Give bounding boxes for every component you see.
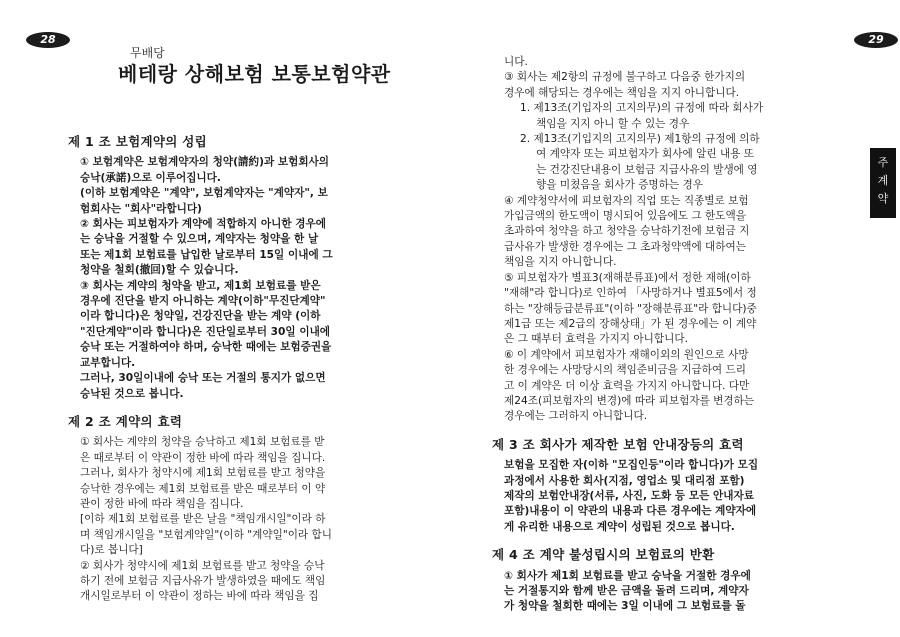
text-line: 승낙된 것으로 봅니다. [80,387,184,400]
text-line: 은 때로부터 이 약관이 정한 바에 따라 책임을 집니다. [80,451,326,464]
text-line: ④ 계약청약서에 피보험자의 직업 또는 직종별로 보험 [504,194,749,207]
text-line: 경우에는 그러하지 아니합니다. [504,410,648,423]
text-line: 승낙(承諾)으로 이루어집니다. [80,171,221,184]
section-tab-char: 계 [877,174,889,187]
text-line: 는 건강진단내용이 보험금 지급사유의 발생에 영 [536,163,758,176]
text-line: ⑤ 피보험자가 별표3(재해분류표)에서 정한 재해(이하 [504,271,751,284]
article-4-body [492,569,858,615]
text-line: 은 그 때부터 효력을 가지지 아니합니다. [504,333,688,346]
article-2-body [68,435,444,604]
text-line: "재해"라 합니다)로 인하여 「사망하거나 별표5에서 정 [504,287,757,300]
text-line: 향을 미쳤음을 회사가 증명하는 경우 [536,179,703,192]
article-3-body [492,458,858,535]
title-prefix: 무배당 [130,46,165,60]
text-line: 개시일로부터 이 약관이 정하는 바에 따라 책임을 집 [80,590,319,603]
section-tab-char: 약 [877,192,889,205]
right-page [462,0,900,637]
text-line: 또는 제1회 보험료를 납입한 날로부터 15일 이내에 그 [80,248,333,261]
page-number-left: 28 [26,32,70,48]
text-line: ① 회사가 제1회 보험료를 받고 승낙을 거절한 경우에 [504,569,751,582]
document-title: 베테랑 상해보험 보통보험약관 [118,62,391,86]
text-line: ① 보험계약은 보험계약자의 청약(請約)과 보험회사의 [80,156,330,169]
text-line: 니다. [504,56,528,68]
text-line: 가 청약을 철회한 때에는 3일 이내에 그 보험료를 돌 [504,600,746,613]
text-line: 제24조(피보험자의 변경)에 따라 피보험자를 변경하는 [504,394,755,407]
text-line: 교부합니다. [80,356,136,369]
text-line: 그러나, 30일이내에 승낙 또는 거절의 통지가 없으면 [80,372,326,385]
text-line: 험회사는 "회사"라합니다) [80,202,202,215]
article-2-heading: 제 2 조 계약의 효력 [68,413,183,429]
text-line: 고 이 계약은 더 이상 효력을 가지지 아니합니다. 다만 [504,379,750,392]
text-line: 한 경우에는 사망당시의 책임준비금을 지급하여 드리 [504,364,746,377]
article-1-heading: 제 1 조 보험계약의 성립 [68,134,207,149]
text-line: 하는 "장해등급분류표"(이하 "장해분류표"라 합니다)중 [504,302,757,315]
text-line: 보험을 모집한 자(이하 "모집인등"이라 합니다)가 모집 [504,459,759,472]
text-line: 제작의 보험안내장(서류, 사진, 도화 등 모든 안내자료 [504,489,754,502]
text-line: 승낙 또는 거절하여야 하며, 승낙한 때에는 보험증권을 [80,341,332,354]
text-line: 는 거절통지와 함께 받은 금액을 돌려 드리며, 계약자 [504,585,749,597]
article-1-body [68,155,444,402]
text-line: "진단계약"이라 합니다)은 진단일로부터 30일 이내에 [80,325,331,338]
text-line: 과정에서 사용한 회사(지점, 영업소 및 대리점 포함) [504,474,745,487]
text-line: 가입금액의 한도액이 명시되어 있음에도 그 한도액을 [504,210,746,223]
section-tab [870,148,896,218]
page-number-right: 29 [854,32,898,48]
text-line: 하기 전에 보험금 지급사유가 발생하였을 때에도 책임 [80,574,326,587]
text-line: 포함)내용이 이 약관의 내용과 다른 경우에는 계약자에 [504,505,757,518]
text-line: 그러나, 회사가 청약시에 제1회 보험료를 받고 청약을 [80,467,326,480]
section-tab-char: 주 [877,156,889,169]
text-line: ③ 회사는 계약의 청약을 받고, 제1회 보험료를 받은 [80,279,321,292]
text-line: 경우에 진단을 받지 아니하는 계약(이하"무진단계약" [80,295,326,308]
text-line: 2. 제13조(기입지의 고지의무) 제1항의 규정에 의하 [520,133,760,146]
text-line: 관이 정한 바에 따라 책임을 집니다. [80,497,244,510]
text-line: (이하 보험계약은 "계약", 보험계약자는 "계약자", 보 [80,187,328,200]
text-line: 승낙한 경우에는 제1회 보험료를 받은 때로부터 이 약 [80,482,326,495]
text-line: ② 회사가 청약시에 제1회 보험료를 받고 청약을 승낙 [80,559,325,572]
text-line: ⑥ 이 계약에서 피보험자가 재해이외의 원인으로 사망 [504,348,749,361]
text-line: [이하 제1회 보험료를 받은 날을 "책임개시일"이라 하 [80,513,326,526]
text-line: ② 회사는 피보험자가 계약에 적합하지 아니한 경우에 [80,218,327,231]
right-column [492,55,858,615]
text-line: 책임을 지지 아니합니다. [504,256,617,269]
text-line: 제1급 또는 제2급의 장해상태」가 된 경우에는 이 계약 [504,317,757,330]
text-line: 며 책임개시일을 "보험계약일"(이하 "계약일"이라 합니 [80,528,332,541]
text-line: 다)로 봅니다] [80,544,143,557]
text-line: 이라 합니다)은 청약일, 건강진단을 받는 계약 (이하 [80,310,321,323]
article-4-heading: 제 4 조 계약 불성립시의 보험료의 반환 [492,547,715,563]
text-line: 초과하여 청약을 하고 청약을 승낙하기전에 보험금 지 [504,225,750,238]
text-line: 경우에 해당되는 경우에는 책임을 지지 아니합니다. [504,86,740,99]
article-3-heading: 제 3 조 회사가 제작한 보험 안내장등의 효력 [492,436,744,452]
text-line: 는 승낙을 거절할 수 있으며, 계약자는 청약을 한 날 [80,233,319,246]
text-line: 1. 제13조(기입자의 고지의무)의 규정에 따라 회사가 [520,102,764,115]
text-line: 책임을 지지 아니 할 수 있는 경우 [536,117,690,130]
text-line: 게 유리한 내용으로 계약이 성립된 것으로 봅니다. [504,520,735,533]
text-line: 급사유가 발생한 경우에는 그 초과청약액에 대하여는 [504,240,746,253]
text-line: ③ 회사는 제2항의 규정에 불구하고 다음중 한가지의 [504,71,746,84]
text-line: 청약을 철회(撤回)할 수 있습니다. [80,264,239,277]
text-line: 여 계약자 또는 피보험자가 회사에 알린 내용 또 [536,148,755,161]
left-column [68,134,444,605]
text-line: ① 회사는 계약의 청약을 승낙하고 제1회 보험료를 받 [80,436,325,449]
